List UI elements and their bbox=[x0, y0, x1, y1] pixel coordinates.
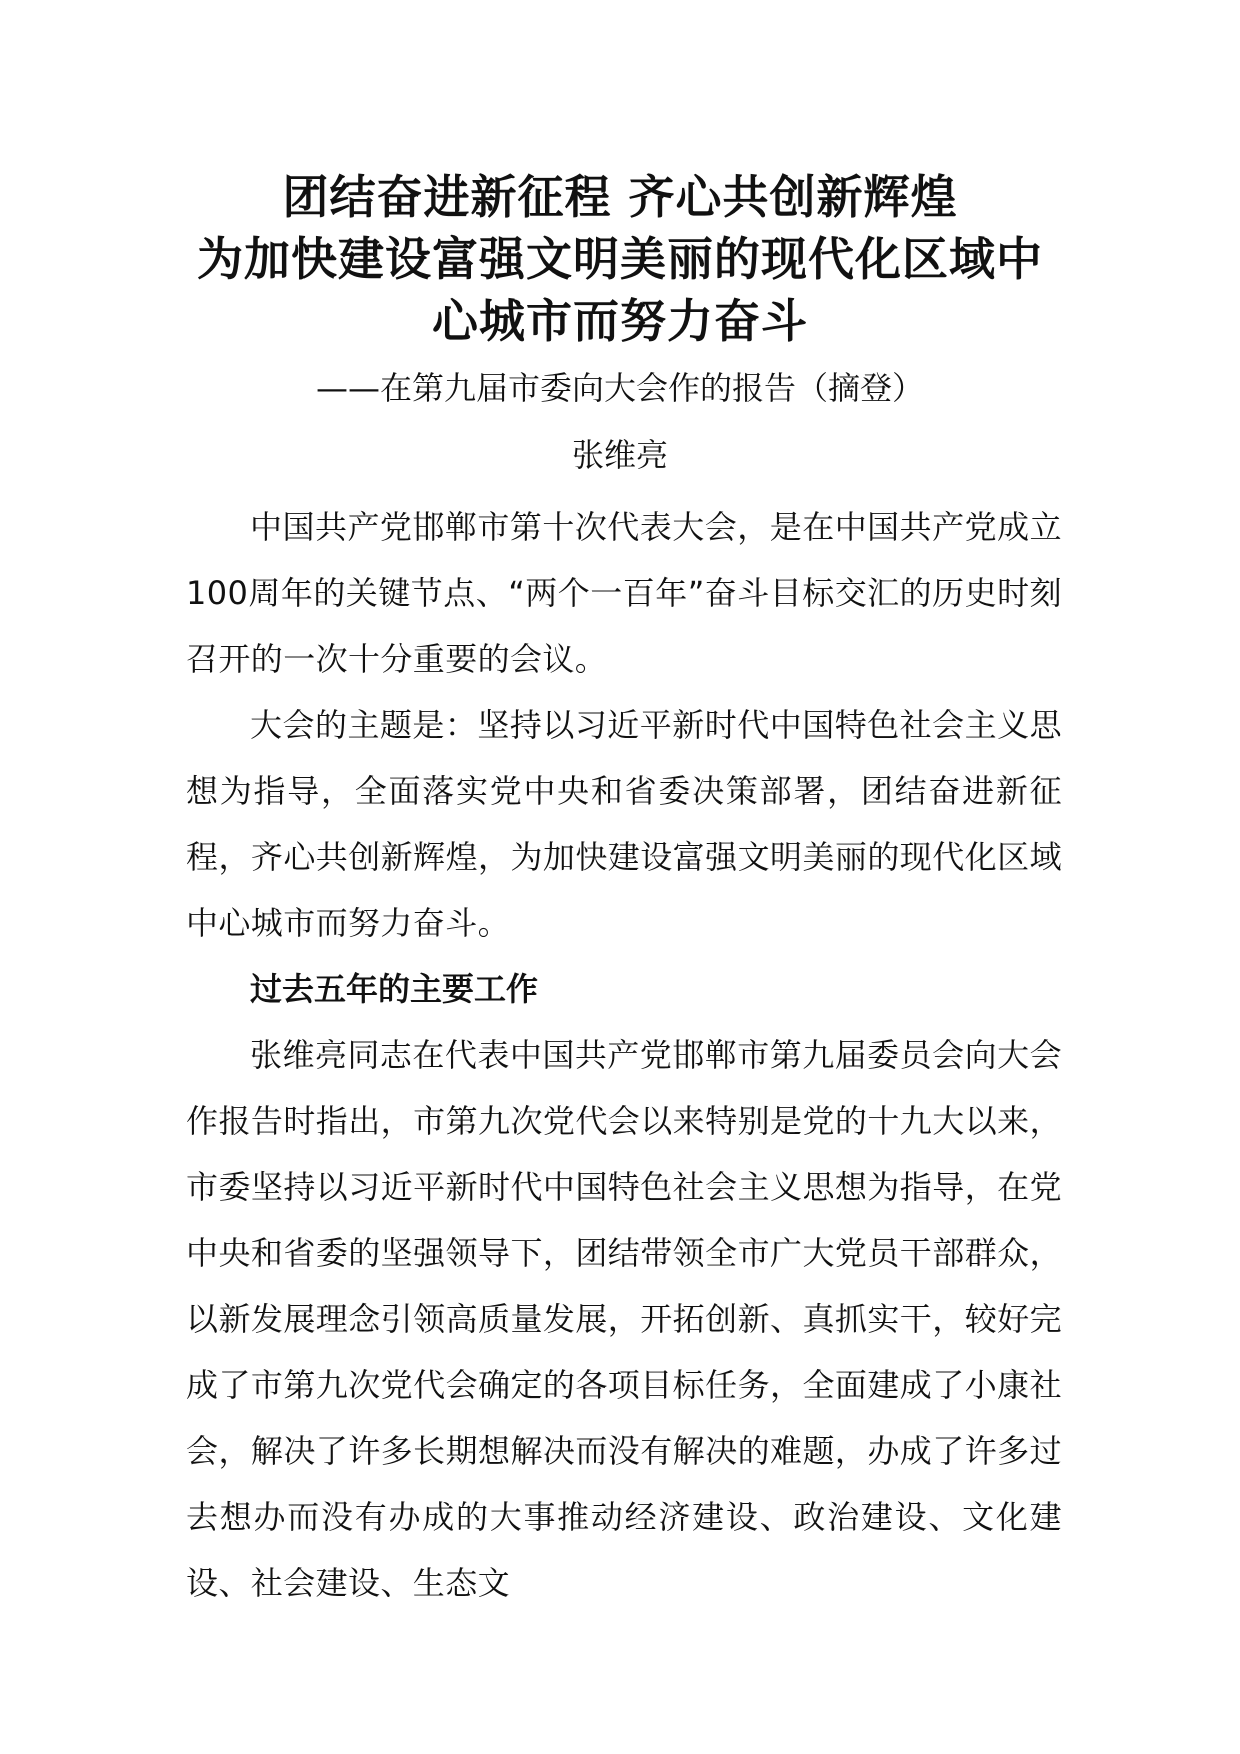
document-author: 张维亮 bbox=[571, 436, 668, 474]
title-line-2: 为加快建设富强文明美丽的现代化区域中 bbox=[197, 232, 1043, 286]
document-subtitle: ——在第九届市委向大会作的报告（摘登） bbox=[315, 369, 924, 407]
section-heading: 过去五年的主要工作 bbox=[250, 970, 539, 1008]
paragraph-theme: 大会的主题是：坚持以习近平新时代中国特色社会主义思想为指导，全面落实党中央和省委决策部署，团结奋进新征程，齐心共创新辉煌，为加快建设富强文明美丽的现代化区域中心城市而努力奋斗。 bbox=[186, 706, 1062, 942]
paragraph-intro: 中国共产党邯郸市第十次代表大会，是在中国共产党成立100周年的关键节点、“两个一百年”奋斗目标交汇的历史时刻召开的一次十分重要的会议。 bbox=[186, 508, 1062, 678]
paragraph-section-body: 张维亮同志在代表中国共产党邯郸市第九届委员会向大会作报告时指出，市第九次党代会以来特别是党的十九大以来，市委坚持以习近平新时代中国特色社会主义思想为指导，在党中央和省委的坚强领导下，团结带领全市广大党员干部群众，以新发展理念引领高质量发展，开拓创新、真抓实干，较好完成了市第九次党代会确定的各项目标任务，全面建成了小康社会，解决了许多长期想解决而没有解决的难题，办成了许多过去想办而没有办成的大事推动经济建设、政治建设、文化建设、社会建设、生态文 bbox=[186, 1036, 1062, 1602]
title-line-3: 心城市而努力奋斗 bbox=[432, 294, 808, 348]
document-body bbox=[186, 494, 1062, 1616]
document-title bbox=[160, 166, 1080, 352]
title-line-1: 团结奋进新征程 齐心共创新辉煌 bbox=[282, 170, 958, 224]
